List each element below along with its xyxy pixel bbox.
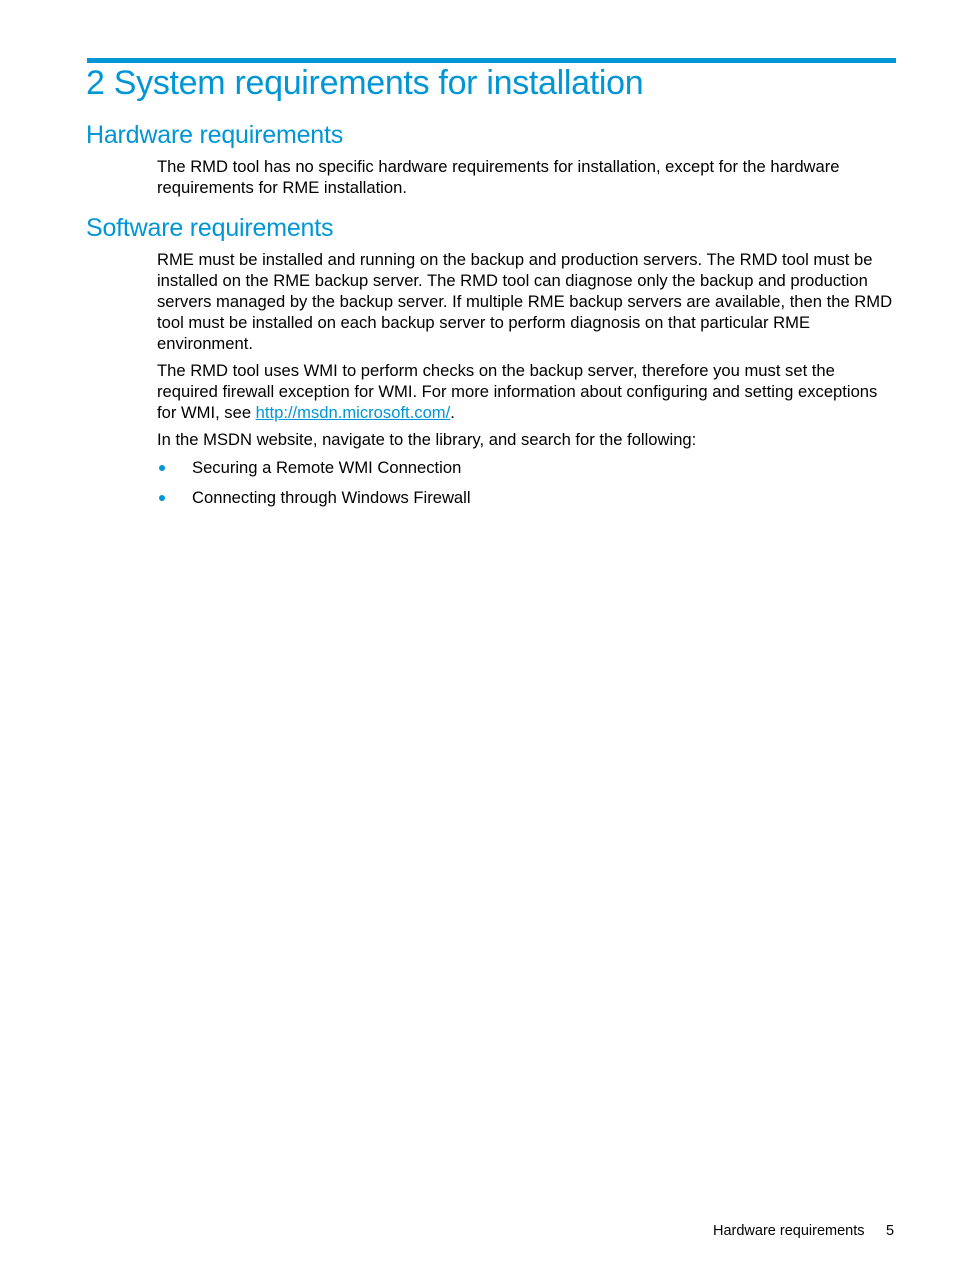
footer-page-number: 5: [886, 1223, 895, 1239]
footer-section-label: Hardware requirements: [713, 1223, 865, 1239]
software-requirements-paragraph-3: In the MSDN website, navigate to the library, and search for the following:: [157, 430, 697, 449]
hardware-requirements-heading: Hardware requirements: [86, 121, 344, 149]
bullet-icon: [159, 495, 165, 501]
software-requirements-paragraph-1: RME must be installed and running on the backup and production servers. The RMD tool must be installed on the RME backup server. The RMD tool can diagnose only the backup and production servers managed by the backup server. If multiple RME backup servers are available, then the RMD tool must be installed on each backup server to perform diagnosis on that particular RME environment.: [157, 250, 893, 353]
software-requirements-heading: Software requirements: [86, 214, 334, 242]
wmi-paragraph-end: .: [450, 403, 455, 422]
chapter-title: 2 System requirements for installation: [86, 64, 644, 102]
software-requirements-paragraph-2: [157, 360, 897, 423]
list-item-text: Connecting through Windows Firewall: [192, 488, 471, 507]
list-item-text: Securing a Remote WMI Connection: [192, 458, 462, 477]
chapter-top-rule: [87, 58, 896, 63]
bullet-icon: [159, 465, 165, 471]
msdn-link[interactable]: http://msdn.microsoft.com/: [255, 403, 451, 422]
hardware-requirements-text: The RMD tool has no specific hardware requirements for installation, except for the hardware requirements for RME installation.: [157, 157, 840, 197]
wmi-paragraph-text: The RMD tool uses WMI to perform checks on the backup server, therefore you must set the required firewall exception for WMI. For more information about configuring and setting exceptions for WMI, see: [157, 361, 878, 422]
